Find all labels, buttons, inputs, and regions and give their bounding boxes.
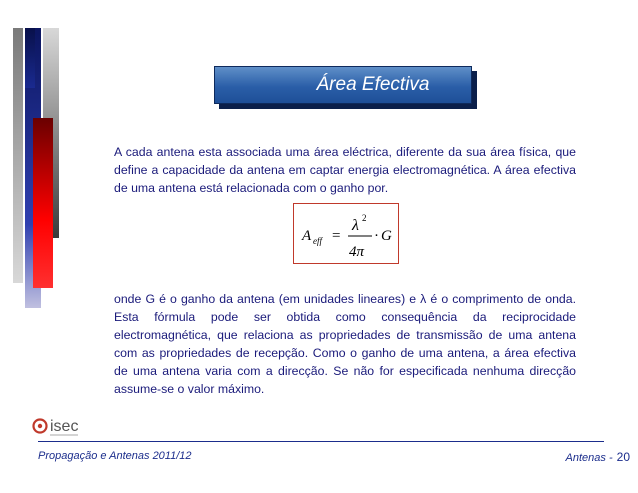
intro-paragraph: A cada antena esta associada uma área eléctrica, diferente da sua área física, que define a capacidade da antena em captar energia electromagnética. A área efectiva de uma antena está relacionada com o ganho por. <box>114 145 576 195</box>
formula-exponent: 2 <box>362 213 367 223</box>
page-number: 20 <box>616 450 630 464</box>
formula-lhs-subscript: eff <box>313 236 322 246</box>
decor-bar-red <box>33 118 53 288</box>
formula-denominator: 4π <box>349 244 365 260</box>
effective-area-formula <box>293 203 399 264</box>
page-title: Área Efectiva <box>316 74 430 95</box>
decor-bar-blue-tip <box>25 28 35 88</box>
formula-lhs: A <box>302 228 312 244</box>
formula-svg <box>294 204 398 263</box>
footer-course: Propagação e Antenas 2011/12 <box>38 450 192 462</box>
decor-bar-gray <box>13 28 23 283</box>
isec-logo-icon <box>32 413 96 441</box>
title-banner <box>214 66 472 104</box>
formula-numerator: λ <box>352 217 359 234</box>
formula-dot: · <box>374 228 379 244</box>
formula-rhs: G <box>381 228 392 244</box>
footer-page-info <box>566 450 630 464</box>
formula-equals: = <box>332 228 341 244</box>
body-paragraph: onde G é o ganho da antena (em unidades lineares) e λ é o comprimento de onda. Esta fórmula pode ser obtida como consequência da reciprocidade electromagnética, que relaciona as propriedades de transmissão de uma antena com as propriedades de recepção. Como o ganho de uma antena, a área efectiva de uma antena varia com a direcção. Se não for especificada nenhuma direcção assume-se o valor máximo. <box>114 292 576 396</box>
footer-section: Antenas - <box>565 452 613 464</box>
footer-divider <box>38 441 604 442</box>
logo-text: isec <box>50 418 79 435</box>
